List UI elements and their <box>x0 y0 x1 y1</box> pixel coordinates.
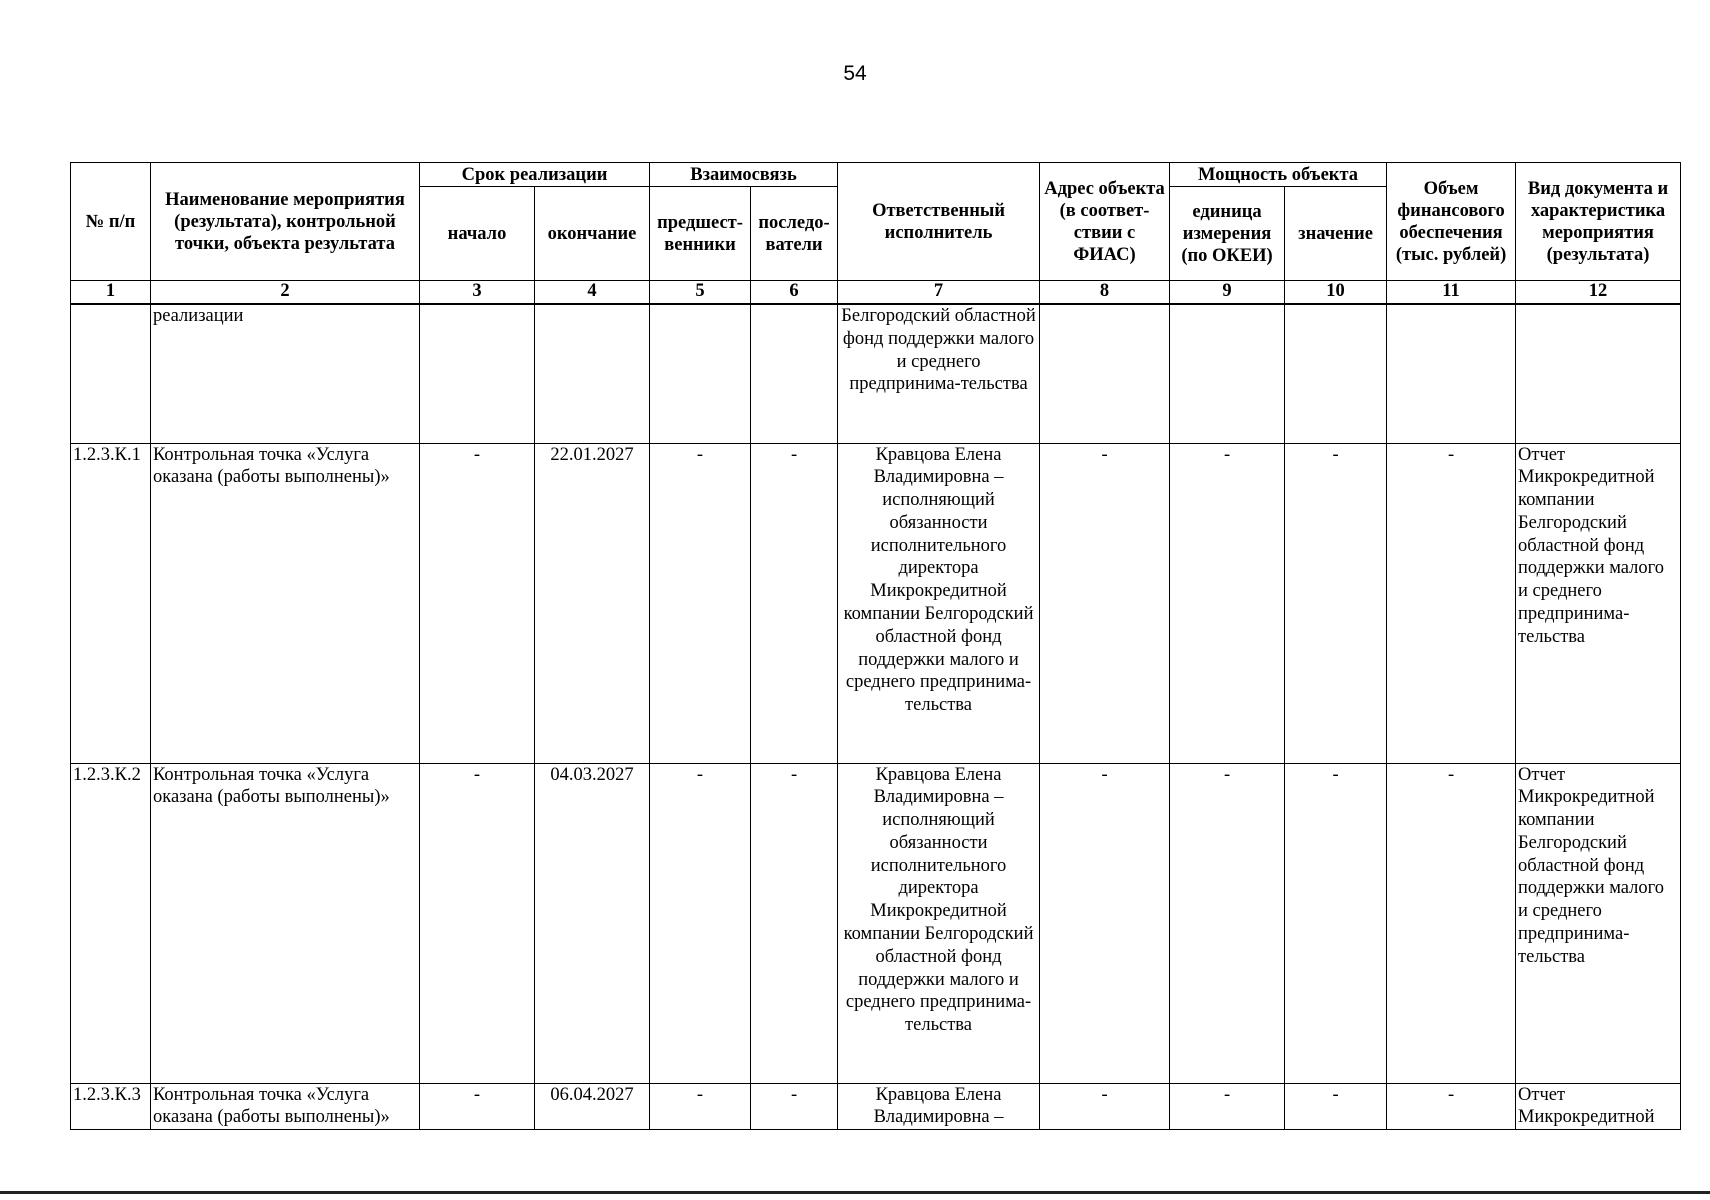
cell-value: - <box>1285 443 1387 763</box>
cell-finance: - <box>1387 763 1516 1083</box>
column-number: 12 <box>1516 281 1681 305</box>
column-number: 8 <box>1040 281 1170 305</box>
cell-predecessors <box>650 304 751 443</box>
cell-name: реализации <box>151 304 420 443</box>
cell-start <box>420 304 535 443</box>
column-number: 5 <box>650 281 751 305</box>
cell-unit <box>1170 304 1285 443</box>
cell-value: - <box>1285 1083 1387 1130</box>
cell-unit: - <box>1170 1083 1285 1130</box>
header-value: значение <box>1285 187 1387 281</box>
header-period: Срок реализации <box>420 163 650 187</box>
table-row <box>71 443 1681 763</box>
header-start: начало <box>420 187 535 281</box>
column-number: 3 <box>420 281 535 305</box>
cell-start: - <box>420 763 535 1083</box>
scan-edge-line <box>0 1191 1710 1194</box>
cell-start: - <box>420 1083 535 1130</box>
column-number: 1 <box>71 281 151 305</box>
table-row <box>71 1083 1681 1130</box>
cell-name: Контрольная точка «Услуга оказана (работы выполнены)» <box>151 443 420 763</box>
cell-value <box>1285 304 1387 443</box>
cell-finance <box>1387 304 1516 443</box>
header-relation: Взаимосвязь <box>650 163 838 187</box>
header-responsible: Ответственный исполнитель <box>838 163 1040 281</box>
measures-table <box>70 162 1681 1130</box>
cell-finance: - <box>1387 1083 1516 1130</box>
cell-responsible: Кравцова Елена Владимировна – исполняющий обязанности исполнительного директора Микрокредитной компании Белгородский областной фонд поддержки малого и среднего предпринима-тельства <box>838 763 1040 1083</box>
cell-responsible: Кравцова Елена Владимировна – <box>838 1083 1040 1130</box>
header-capacity: Мощность объекта <box>1170 163 1387 187</box>
cell-start: - <box>420 443 535 763</box>
cell-finance: - <box>1387 443 1516 763</box>
cell-num: 1.2.3.К.3 <box>71 1083 151 1130</box>
cell-address <box>1040 304 1170 443</box>
header-successors: последо-ватели <box>751 187 838 281</box>
header-unit: единица измерения (по ОКЕИ) <box>1170 187 1285 281</box>
cell-address: - <box>1040 443 1170 763</box>
header-finance: Объем финансового обеспечения (тыс. рублей) <box>1387 163 1516 281</box>
cell-unit: - <box>1170 443 1285 763</box>
column-number: 7 <box>838 281 1040 305</box>
cell-responsible: Белгородский областной фонд поддержки малого и среднего предпринима-тельства <box>838 304 1040 443</box>
column-number: 2 <box>151 281 420 305</box>
cell-address: - <box>1040 1083 1170 1130</box>
header-end: окончание <box>535 187 650 281</box>
column-number: 11 <box>1387 281 1516 305</box>
cell-successors <box>751 304 838 443</box>
cell-document <box>1516 304 1681 443</box>
header-predecessors: предшест-венники <box>650 187 751 281</box>
cell-document: Отчет Микрокредитной компании Белгородский областной фонд поддержки малого и среднего предпринима-тельства <box>1516 443 1681 763</box>
cell-num: 1.2.3.К.2 <box>71 763 151 1083</box>
cell-document: Отчет Микрокредитной <box>1516 1083 1681 1130</box>
cell-end: 22.01.2027 <box>535 443 650 763</box>
cell-predecessors: - <box>650 443 751 763</box>
table-row <box>71 304 1681 443</box>
cell-address: - <box>1040 763 1170 1083</box>
cell-value: - <box>1285 763 1387 1083</box>
cell-unit: - <box>1170 763 1285 1083</box>
cell-successors: - <box>751 443 838 763</box>
cell-end <box>535 304 650 443</box>
table-row <box>71 763 1681 1083</box>
cell-num <box>71 304 151 443</box>
header-document: Вид документа и характеристика мероприятия (результата) <box>1516 163 1681 281</box>
cell-successors: - <box>751 1083 838 1130</box>
cell-num: 1.2.3.К.1 <box>71 443 151 763</box>
column-number: 4 <box>535 281 650 305</box>
cell-document: Отчет Микрокредитной компании Белгородский областной фонд поддержки малого и среднего предпринима-тельства <box>1516 763 1681 1083</box>
column-number: 9 <box>1170 281 1285 305</box>
cell-name: Контрольная точка «Услуга оказана (работы выполнены)» <box>151 1083 420 1130</box>
cell-end: 04.03.2027 <box>535 763 650 1083</box>
header-address: Адрес объекта (в соответ-ствии с ФИАС) <box>1040 163 1170 281</box>
column-number: 10 <box>1285 281 1387 305</box>
column-number: 6 <box>751 281 838 305</box>
header-name: Наименование мероприятия (результата), контрольной точки, объекта результата <box>151 163 420 281</box>
page-number: 54 <box>843 62 867 85</box>
header-num: № п/п <box>71 163 151 281</box>
column-numbers-row <box>71 281 1681 305</box>
cell-predecessors: - <box>650 1083 751 1130</box>
cell-name: Контрольная точка «Услуга оказана (работы выполнены)» <box>151 763 420 1083</box>
cell-end: 06.04.2027 <box>535 1083 650 1130</box>
cell-successors: - <box>751 763 838 1083</box>
cell-predecessors: - <box>650 763 751 1083</box>
cell-responsible: Кравцова Елена Владимировна – исполняющий обязанности исполнительного директора Микрокредитной компании Белгородский областной фонд поддержки малого и среднего предпринима-тельства <box>838 443 1040 763</box>
